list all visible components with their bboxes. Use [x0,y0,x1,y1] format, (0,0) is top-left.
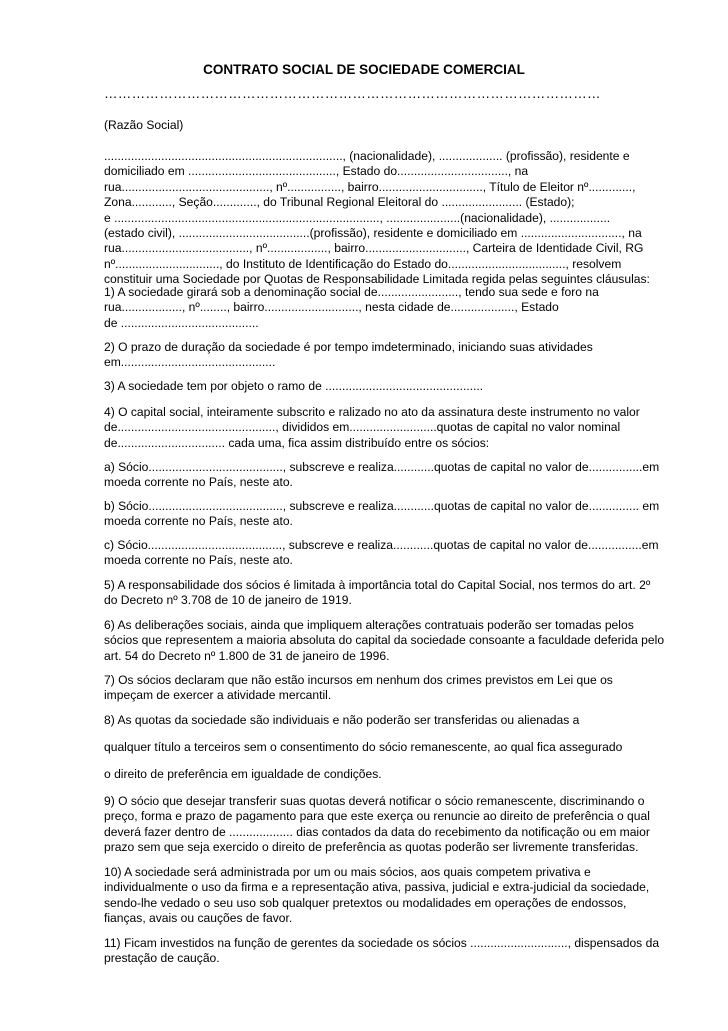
clause-8-line-2 [104,740,676,755]
clause-4b [104,499,676,530]
clause-4c [104,538,676,569]
text-line: nº..............................., do Instituto de Identificação do Estado do..................................., resolvem [104,256,622,271]
clause-10 [104,865,676,927]
text-line: (estado civil), .......................................(profissão), residente e domiciliado em .............................., na [104,226,642,241]
text-line: 9) O sócio que desejar transferir suas quotas deverá notificar o sócio remanescente, discriminando o [104,794,645,808]
text-line: individualmente o uso da firma e a representação ativa, passiva, judicial e extra-judicial da sociedade, [104,880,650,895]
text-line: de ......................................... [104,315,259,330]
clause-6 [104,618,676,664]
text-line: 10) A sociedade será administrada por um ou mais sócios, aos quais competem privativa e [104,865,591,879]
text-line: de................................ cada uma, fica assim distribuído entre os sócios: [104,435,490,450]
text-line: 7) Os sócios declaram que não estão incursos em nenhum dos crimes previstos em Lei que os [104,673,613,687]
text-line: o direito de preferência em igualdade de condições. [104,767,382,781]
text-line: c) Sócio........................................, subscreve e realiza............quotas de capital no valor de................em [104,538,659,552]
text-line: sócios que representem a maioria absoluta do capital da sociedade consoante a faculdade deferida pelo [104,633,665,648]
clause-7 [104,673,676,704]
text-line: a) Sócio........................................, subscreve e realiza............quotas de capital no valor de................em [104,460,660,474]
text-line: domiciliado em ............................................, Estado do................................., na [104,164,529,179]
text-line: prestação de caução. [104,951,220,966]
text-line: rua......................................, nº.................., bairro.............................., Carteira de Identidade Civil, RG [104,241,644,256]
razao-social-blank-line: ……………………………………………………………………………………………… [104,86,601,101]
text-line: 3) A sociedade tem por objeto o ramo de ............................................... [104,379,484,393]
text-line: preço, forma e prazo de pagamento para que este exerça ou renuncie ao direito de preferência o qual [104,809,650,824]
text-line: em.............................................. [104,355,276,370]
clause-4 [104,405,676,451]
text-line: 2) O prazo de duração da sociedade é por tempo imdeterminado, iniciando suas atividades [104,340,593,354]
razao-social-label [104,118,676,133]
intro-paragraph [104,149,676,288]
text-line: ......................................................................., (nacionalidade), ................... (profissão), residente e [104,149,630,163]
text-line: qualquer título a terceiros sem o consentimento do sócio remanescente, ao qual fica assegurado [104,740,623,754]
text-line: do Decreto nº 3.708 de 10 de janeiro de 1919. [104,593,352,608]
document-title: CONTRATO SOCIAL DE SOCIEDADE COMERCIAL [203,62,525,77]
clause-11 [104,936,676,967]
text-line: rua............................................, nº................, bairro..............................., Título de Eleitor nº............., [104,179,636,194]
clause-5 [104,578,676,609]
text-line: constituir uma Sociedade por Quotas de Responsabilidade Limitada regida pelas seguintes cláusulas: [104,272,650,287]
text-line: moeda corrente no País, neste ato. [104,475,293,490]
text-line: 11) Ficam investidos na função de gerentes da sociedade os sócios ............................., dispensados da [104,936,660,950]
clause-4a [104,460,676,491]
text-line: 4) O capital social, inteiramente subscrito e ralizado no ato da assinatura deste instrumento no valor [104,405,640,419]
clause-1 [104,285,676,331]
clause-3 [104,379,676,394]
text-line: rua.................., nº........, bairro............................, nesta cidade de..................., Estado [104,300,559,315]
text-line: sendo-lhe vedado o seu uso sob qualquer pretextos ou modalidades em operações de endossos, [104,895,627,910]
clause-9 [104,794,676,856]
text-line: 8) As quotas da sociedade são individuais e não poderão ser transferidas ou alienadas a [104,713,580,727]
text-line: (Razão Social) [104,118,184,132]
text-line: art. 54 do Decreto nº 1.800 de 31 de janeiro de 1996. [104,648,390,663]
text-line: Zona............, Seção............., do Tribunal Regional Eleitoral do ........................ (Estado); [104,195,575,210]
text-line: impeçam de exercer a atividade mercantil. [104,688,332,703]
text-line: 6) As deliberações sociais, ainda que impliquem alterações contratuais poderão ser tomadas pelos [104,618,634,632]
text-line: e ..............................................................................., ......................(nacionalidade), .................. [104,210,611,225]
text-line: deverá fazer dentro de ................... dias contados da data do recebimento da notificação ou em maior [104,824,650,839]
text-line: 1) A sociedade girará sob a denominação social de........................, tendo sua sede e foro na [104,285,599,299]
text-line: b) Sócio........................................, subscreve e realiza............quotas de capital no valor de............... em [104,499,660,513]
text-line: prazo sem que seja exercido o direito de preferência as quotas poderão ser livremente transferidas. [104,840,639,855]
clause-8-line-3 [104,767,676,782]
clause-2 [104,340,676,371]
clause-8-line-1 [104,713,676,728]
text-line: de..............................................., divididos em..........................quotas de capital no valor nominal [104,420,621,435]
text-line: 5) A responsabilidade dos sócios é limitada à importância total do Capital Social, nos termos do art. 2º [104,578,651,592]
text-line: moeda corrente no País, neste ato. [104,553,293,568]
text-line: fianças, avais ou cauções de favor. [104,911,293,926]
text-line: moeda corrente no País, neste ato. [104,514,293,529]
